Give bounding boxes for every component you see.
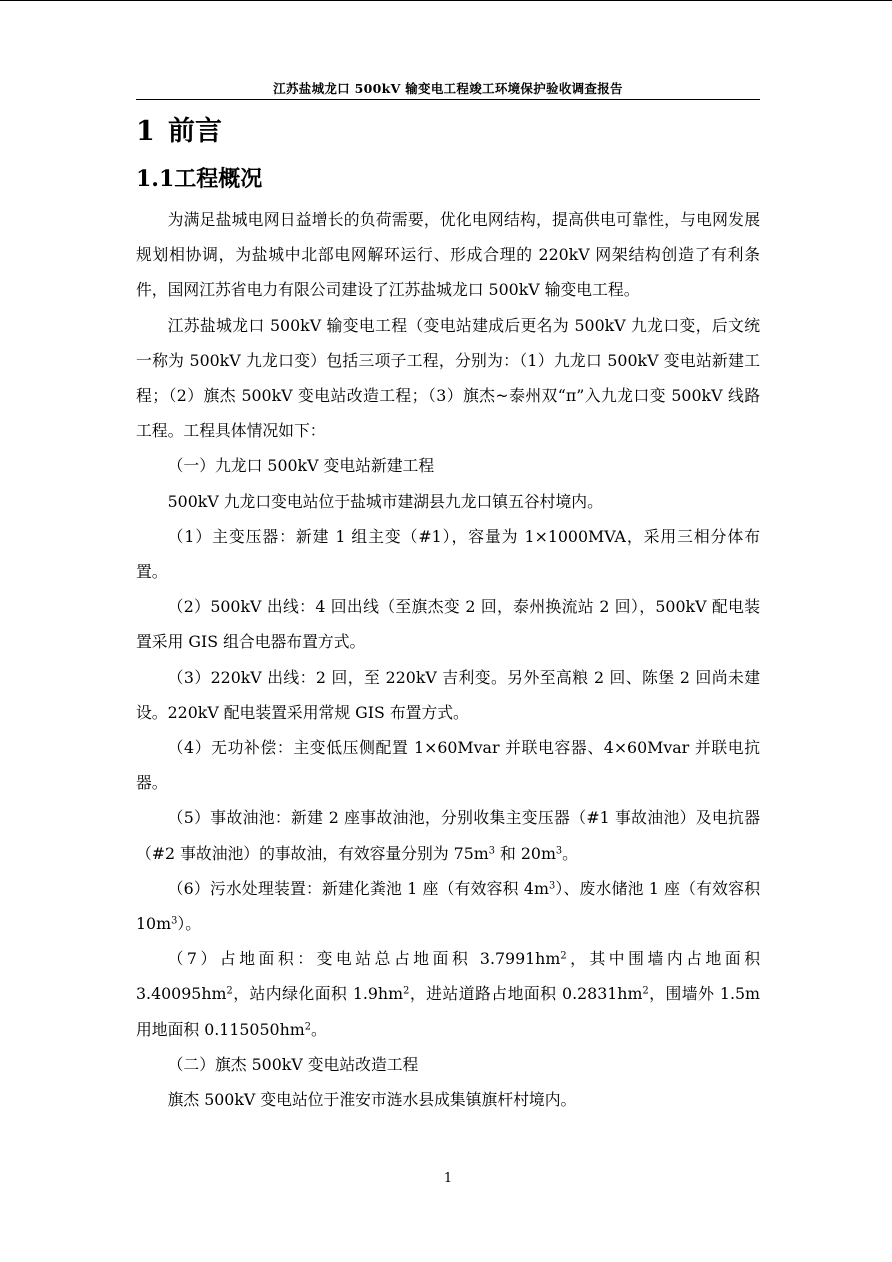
paragraph: [136, 730, 760, 800]
text-run: （2）500kV 出线：4 回出线（至旗杰变 2 回，泰州换流站 2 回），500kV 配电装置采用 GIS 组合电器布置方式。: [136, 597, 760, 652]
chapter-number: 1: [136, 116, 155, 147]
text-run: （7）占地面积：变电站总占地面积 3.7991hm: [167, 949, 561, 969]
superscript: 2: [560, 950, 567, 962]
paragraph: [136, 941, 760, 1047]
paragraph: [136, 871, 760, 941]
text-run: （3）220kV 出线：2 回，至 220kV 吉利变。另外至高粮 2 回、陈堡 2 回尚未建设。220kV 配电装置采用常规 GIS 布置方式。: [136, 667, 760, 722]
text-run: ，围墙外 1.5m 用地面积 0.115050hm: [136, 984, 760, 1039]
running-header: 江苏盐城龙口 500kV 输变电工程竣工环境保护验收调查报告: [273, 81, 623, 96]
paragraph: [136, 448, 760, 483]
text-run: ）。: [177, 914, 202, 934]
section-heading: 1.1工程概况: [136, 166, 263, 192]
chapter-title: 前言: [168, 116, 222, 147]
text-run: 为满足盐城电网日益增长的负荷需要，优化电网结构，提高供电可靠性，与电网发展规划相协调，为盐城中北部电网解环运行、形成合理的 220kV 网架结构创造了有利条件，国网江苏省电力有限公司建设了江苏盐城龙口 500kV 输变电工程。: [136, 210, 760, 300]
paragraph: [136, 660, 760, 730]
paragraph: [136, 589, 760, 659]
superscript: 3: [488, 845, 495, 857]
text-run: ）、废水储池 1 座（有效容积 10m: [136, 878, 760, 934]
chapter-heading: [136, 112, 222, 152]
text-run: ，进站道路占地面积 0.2831hm: [409, 984, 643, 1004]
text-run: （二）旗杰 500kV 变电站改造工程: [167, 1054, 419, 1074]
superscript: 2: [304, 1021, 311, 1033]
superscript: 2: [226, 986, 233, 998]
paragraph: [136, 1082, 760, 1117]
superscript: 2: [403, 986, 410, 998]
text-run: ，站内绿化面积 1.9hm: [232, 984, 404, 1004]
text-run: 500kV 九龙口变电站位于盐城市建湖县九龙口镇五谷村境内。: [167, 491, 603, 511]
text-run: 。: [310, 1019, 327, 1039]
paragraph: [136, 308, 760, 449]
text-run: ，其中围墙内占地面积 3.40095hm: [136, 949, 760, 1004]
text-run: 江苏盐城龙口 500kV 输变电工程（变电站建成后更名为 500kV 九龙口变，后文统一称为 500kV 九龙口变）包括三项子工程，分别为：（1）九龙口 500kV 变电站新建工程；（2）旗杰 500kV 变电站改造工程；（3）旗杰~泰州双“π”入九龙口变 500kV 线路工程。工程具体情况如下：: [136, 315, 760, 441]
text-run: 旗杰 500kV 变电站位于淮安市涟水县成集镇旗杆村境内。: [167, 1090, 577, 1110]
paragraph: [136, 519, 760, 589]
header-rule: [136, 99, 760, 100]
text-run: 。: [562, 843, 578, 863]
top-border-line: [0, 0, 892, 1]
text-run: （5）事故油池：新建 2 座事故油池，分别收集主变压器（#1 事故油池）及电抗器（#2 事故油池）的事故油，有效容量分别为 75m: [136, 808, 760, 863]
body-text: [136, 202, 760, 1117]
text-run: （1）主变压器：新建 1 组主变（#1），容量为 1×1000MVA，采用三相分体布置。: [136, 526, 760, 582]
paragraph: [136, 800, 760, 870]
text-run: 和 20m: [495, 843, 556, 863]
paragraph: [136, 202, 760, 308]
superscript: 3: [171, 915, 178, 927]
superscript: 3: [555, 845, 563, 857]
text-run: （4）无功补偿：主变低压侧配置 1×60Mvar 并联电容器、4×60Mvar 并联电抗器。: [136, 738, 760, 793]
text-run: （一）九龙口 500kV 变电站新建工程: [167, 456, 435, 476]
paragraph: [136, 484, 760, 519]
paragraph: [136, 1047, 760, 1082]
superscript: 3: [548, 880, 556, 892]
superscript: 2: [642, 986, 649, 998]
page-number: 1: [443, 1171, 453, 1186]
text-run: （6）污水处理装置：新建化粪池 1 座（有效容积 4m: [167, 878, 549, 898]
